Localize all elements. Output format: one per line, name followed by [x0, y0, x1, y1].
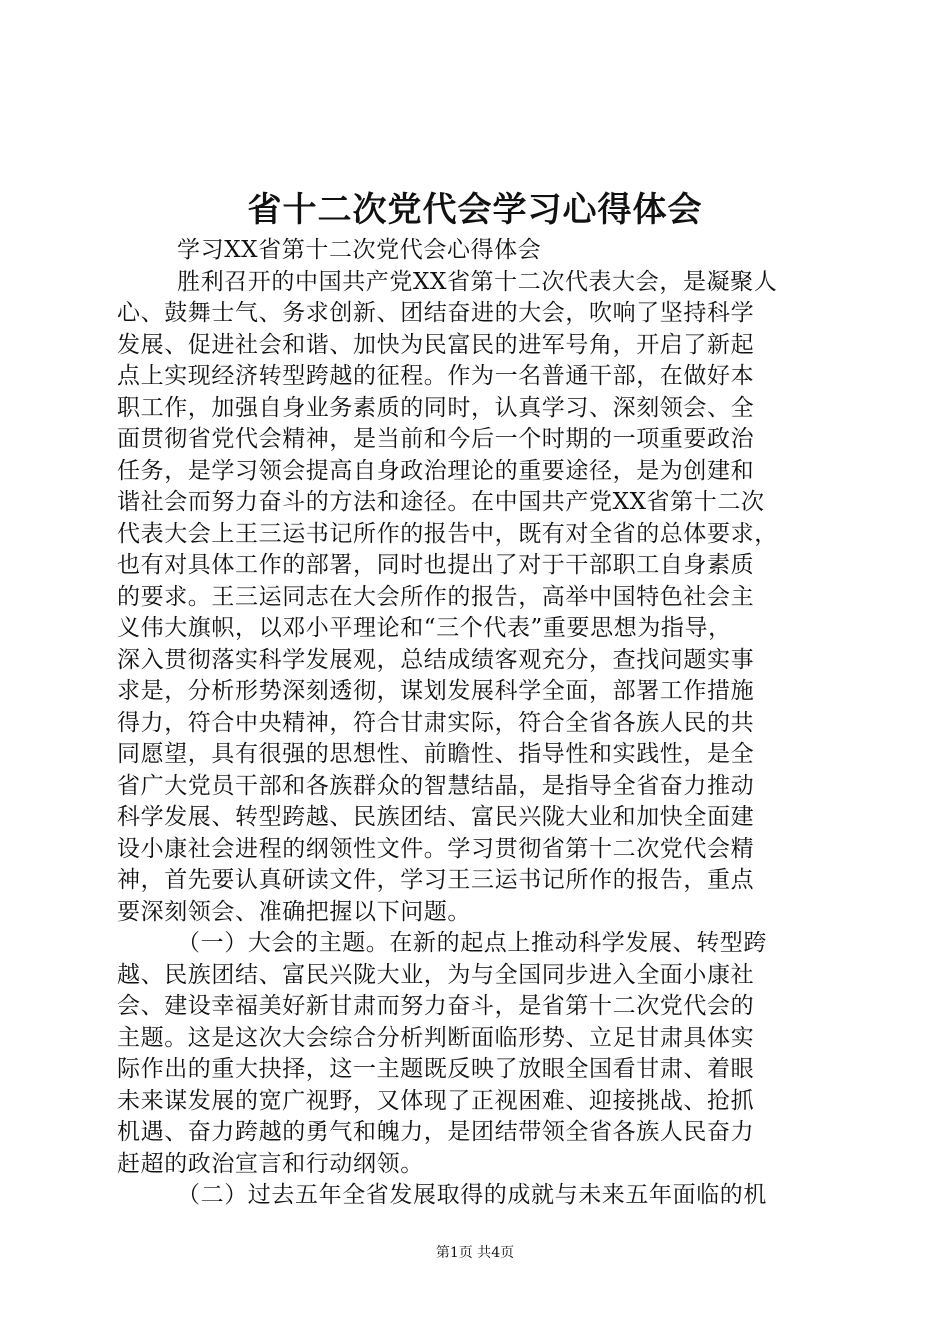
body-line: 胜利召开的中国共产党XX省第十二次代表大会，是凝聚人	[177, 268, 778, 295]
body-line: 义伟大旗帜，以邓小平理论和“三个代表”重要思想为指导，	[117, 615, 732, 641]
body-line: 职工作，加强自身业务素质的同时，认真学习、深刻领会、全	[117, 394, 755, 421]
body-line: 得力，符合中央精神，符合甘肃实际，符合全省各族人民的共	[117, 709, 755, 736]
body-line: 同愿望，具有很强的思想性、前瞻性、指导性和实践性，是全	[117, 741, 755, 767]
body-line: 学习XX省第十二次党代会心得体会	[177, 237, 542, 263]
body-line: 面贯彻省党代会精神，是当前和今后一个时期的一项重要政治	[117, 426, 755, 452]
body-line: 神，首先要认真研读文件，学习王三运书记所作的报告，重点	[117, 867, 755, 893]
document-title: 省十二次党代会学习心得体会	[247, 190, 703, 230]
page-footer: 第1页 共4页	[435, 1245, 515, 1261]
body-line: 设小康社会进程的纲领性文件。学习贯彻省第十二次党代会精	[117, 835, 755, 862]
body-line: 省广大党员干部和各族群众的智慧结晶，是指导全省奋力推动	[117, 772, 755, 799]
body-line: 要深刻领会、准确把握以下问题。	[117, 898, 471, 925]
body-line: 代表大会上王三运书记所作的报告中，既有对全省的总体要求，	[117, 520, 778, 547]
body-line: 会、建设幸福美好新甘肃而努力奋斗，是省第十二次党代会的	[117, 993, 755, 1019]
body-line: 也有对具体工作的部署，同时也提出了对于干部职工自身素质	[117, 552, 755, 578]
document-body	[117, 235, 837, 1212]
body-line: 的要求。王三运同志在大会所作的报告，高举中国特色社会主	[117, 583, 755, 610]
body-line: 际作出的重大抉择，这一主题既反映了放眼全国看甘肃、着眼	[117, 1056, 755, 1082]
body-line: 任务，是学习领会提高自身政治理论的重要途径，是为创建和	[117, 457, 755, 484]
body-line: 科学发展、转型跨越、民族团结、富民兴陇大业和加快全面建	[117, 804, 755, 830]
body-line: 深入贯彻落实科学发展观，总结成绩客观充分，查找问题实事	[117, 646, 755, 673]
body-line: 点上实现经济转型跨越的征程。作为一名普通干部，在做好本	[117, 363, 755, 389]
body-line: 心、鼓舞士气、务求创新、团结奋进的大会，吹响了坚持科学	[117, 300, 755, 326]
body-line: 发展、促进社会和谐、加快为民富民的进军号角，开启了新起	[117, 331, 755, 358]
body-line: 机遇、奋力跨越的勇气和魄力，是团结带领全省各族人民奋力	[117, 1119, 755, 1145]
body-line: 越、民族团结、富民兴陇大业，为与全国同步进入全面小康社	[117, 961, 755, 988]
body-line: 求是，分析形势深刻透彻，谋划发展科学全面，部署工作措施	[117, 678, 755, 704]
body-line: 赶超的政治宣言和行动纲领。	[117, 1150, 424, 1177]
body-line: （一）大会的主题。在新的起点上推动科学发展、转型跨	[177, 930, 767, 956]
body-line: （二）过去五年全省发展取得的成就与未来五年面临的机	[177, 1182, 767, 1208]
body-line: 主题。这是这次大会综合分析判断面临形势、立足甘肃具体实	[117, 1024, 755, 1051]
body-line: 谐社会而努力奋斗的方法和途径。在中国共产党XX省第十二次	[117, 489, 765, 515]
body-line: 未来谋发展的宽广视野，又体现了正视困难、迎接挑战、抢抓	[117, 1087, 755, 1114]
